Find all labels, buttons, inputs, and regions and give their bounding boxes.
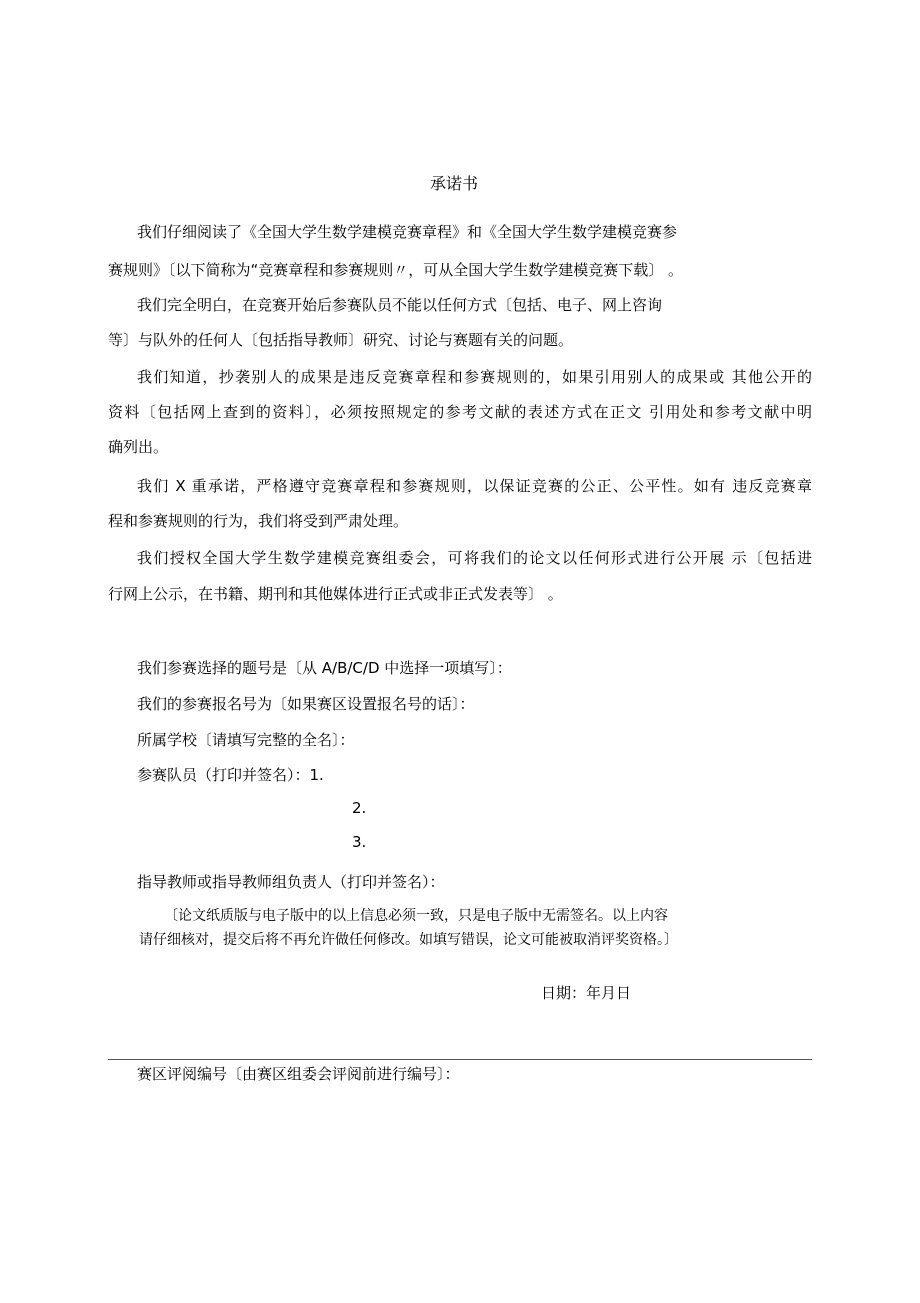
paragraph-5-line-1: 我们授权全国大学生数学建模竞赛组委会，可将我们的论文以任何形式进行公开展 示〔包括进 xyxy=(137,549,812,567)
paragraph-1-line-1: 我们仔细阅读了《全国大学生数学建模竞赛章程》和《全国大学生数学建模竞赛参 xyxy=(137,223,678,241)
registration-number-field: 我们的参赛报名号为〔如果赛区设置报名号的话〕： xyxy=(137,695,475,713)
note-line-2: 请仔细核对，提交后将不再允许做任何修改。如填写错误，论文可能被取消评奖资格。〕 xyxy=(139,932,678,948)
team-member-3: 3. xyxy=(352,833,367,851)
team-member-2: 2. xyxy=(352,799,367,817)
review-number-field: 赛区评阅编号〔由赛区组委会评阅前进行编号〕： xyxy=(137,1065,460,1083)
advisor-field: 指导教师或指导教师组负责人（打印并签名）： xyxy=(137,873,445,891)
paragraph-4-line-2: 程和参赛规则的行为，我们将受到严肃处理。 xyxy=(108,512,409,530)
paragraph-2-line-1: 我们完全明白，在竞赛开始后参赛队员不能以任何方式〔包括、电子、网上咨询 xyxy=(137,296,663,314)
page-title: 承诺书 xyxy=(430,174,479,193)
paragraph-3-line-3: 确列出。 xyxy=(108,438,169,456)
paragraph-4-line-1: 我们 X 重承诺，严格遵守竞赛章程和参赛规则，以保证竞赛的公正、公平性。如有 违反竞赛章 xyxy=(137,477,812,495)
paragraph-3-line-1: 我们知道，抄袭别人的成果是违反竞赛章程和参赛规则的，如果引用别人的成果或 其他公开的 xyxy=(137,368,812,386)
team-members-field: 参赛队员（打印并签名）：1. xyxy=(137,766,324,784)
problem-number-field: 我们参赛选择的题号是〔从 A/B/C/D 中选择一项填写〕： xyxy=(137,659,512,677)
date-field: 日期：年月日 xyxy=(541,984,632,1002)
paragraph-2-line-2: 等〕与队外的任何人〔包括指导教师〕研究、讨论与赛题有关的问题。 xyxy=(108,331,574,349)
school-field: 所属学校〔请填写完整的全名〕： xyxy=(137,731,355,749)
divider-line xyxy=(108,1059,812,1060)
paragraph-3-line-2: 资料〔包括网上查到的资料〕，必须按照规定的参考文献的表述方式在正文 引用处和参考文献中明 xyxy=(108,403,812,421)
paragraph-1-line-2: 赛规则》〔以下简称为“竞赛章程和参赛规则〃，可从全国大学生数学建模竞赛下载〕 。 xyxy=(108,261,684,279)
paragraph-5-line-2: 行网上公示，在书籍、期刊和其他媒体进行正式或非正式发表等〕 。 xyxy=(108,585,563,603)
note-line-1: 〔论文纸质版与电子版中的以上信息必须一致，只是电子版中无需签名。以上内容 xyxy=(164,908,668,924)
